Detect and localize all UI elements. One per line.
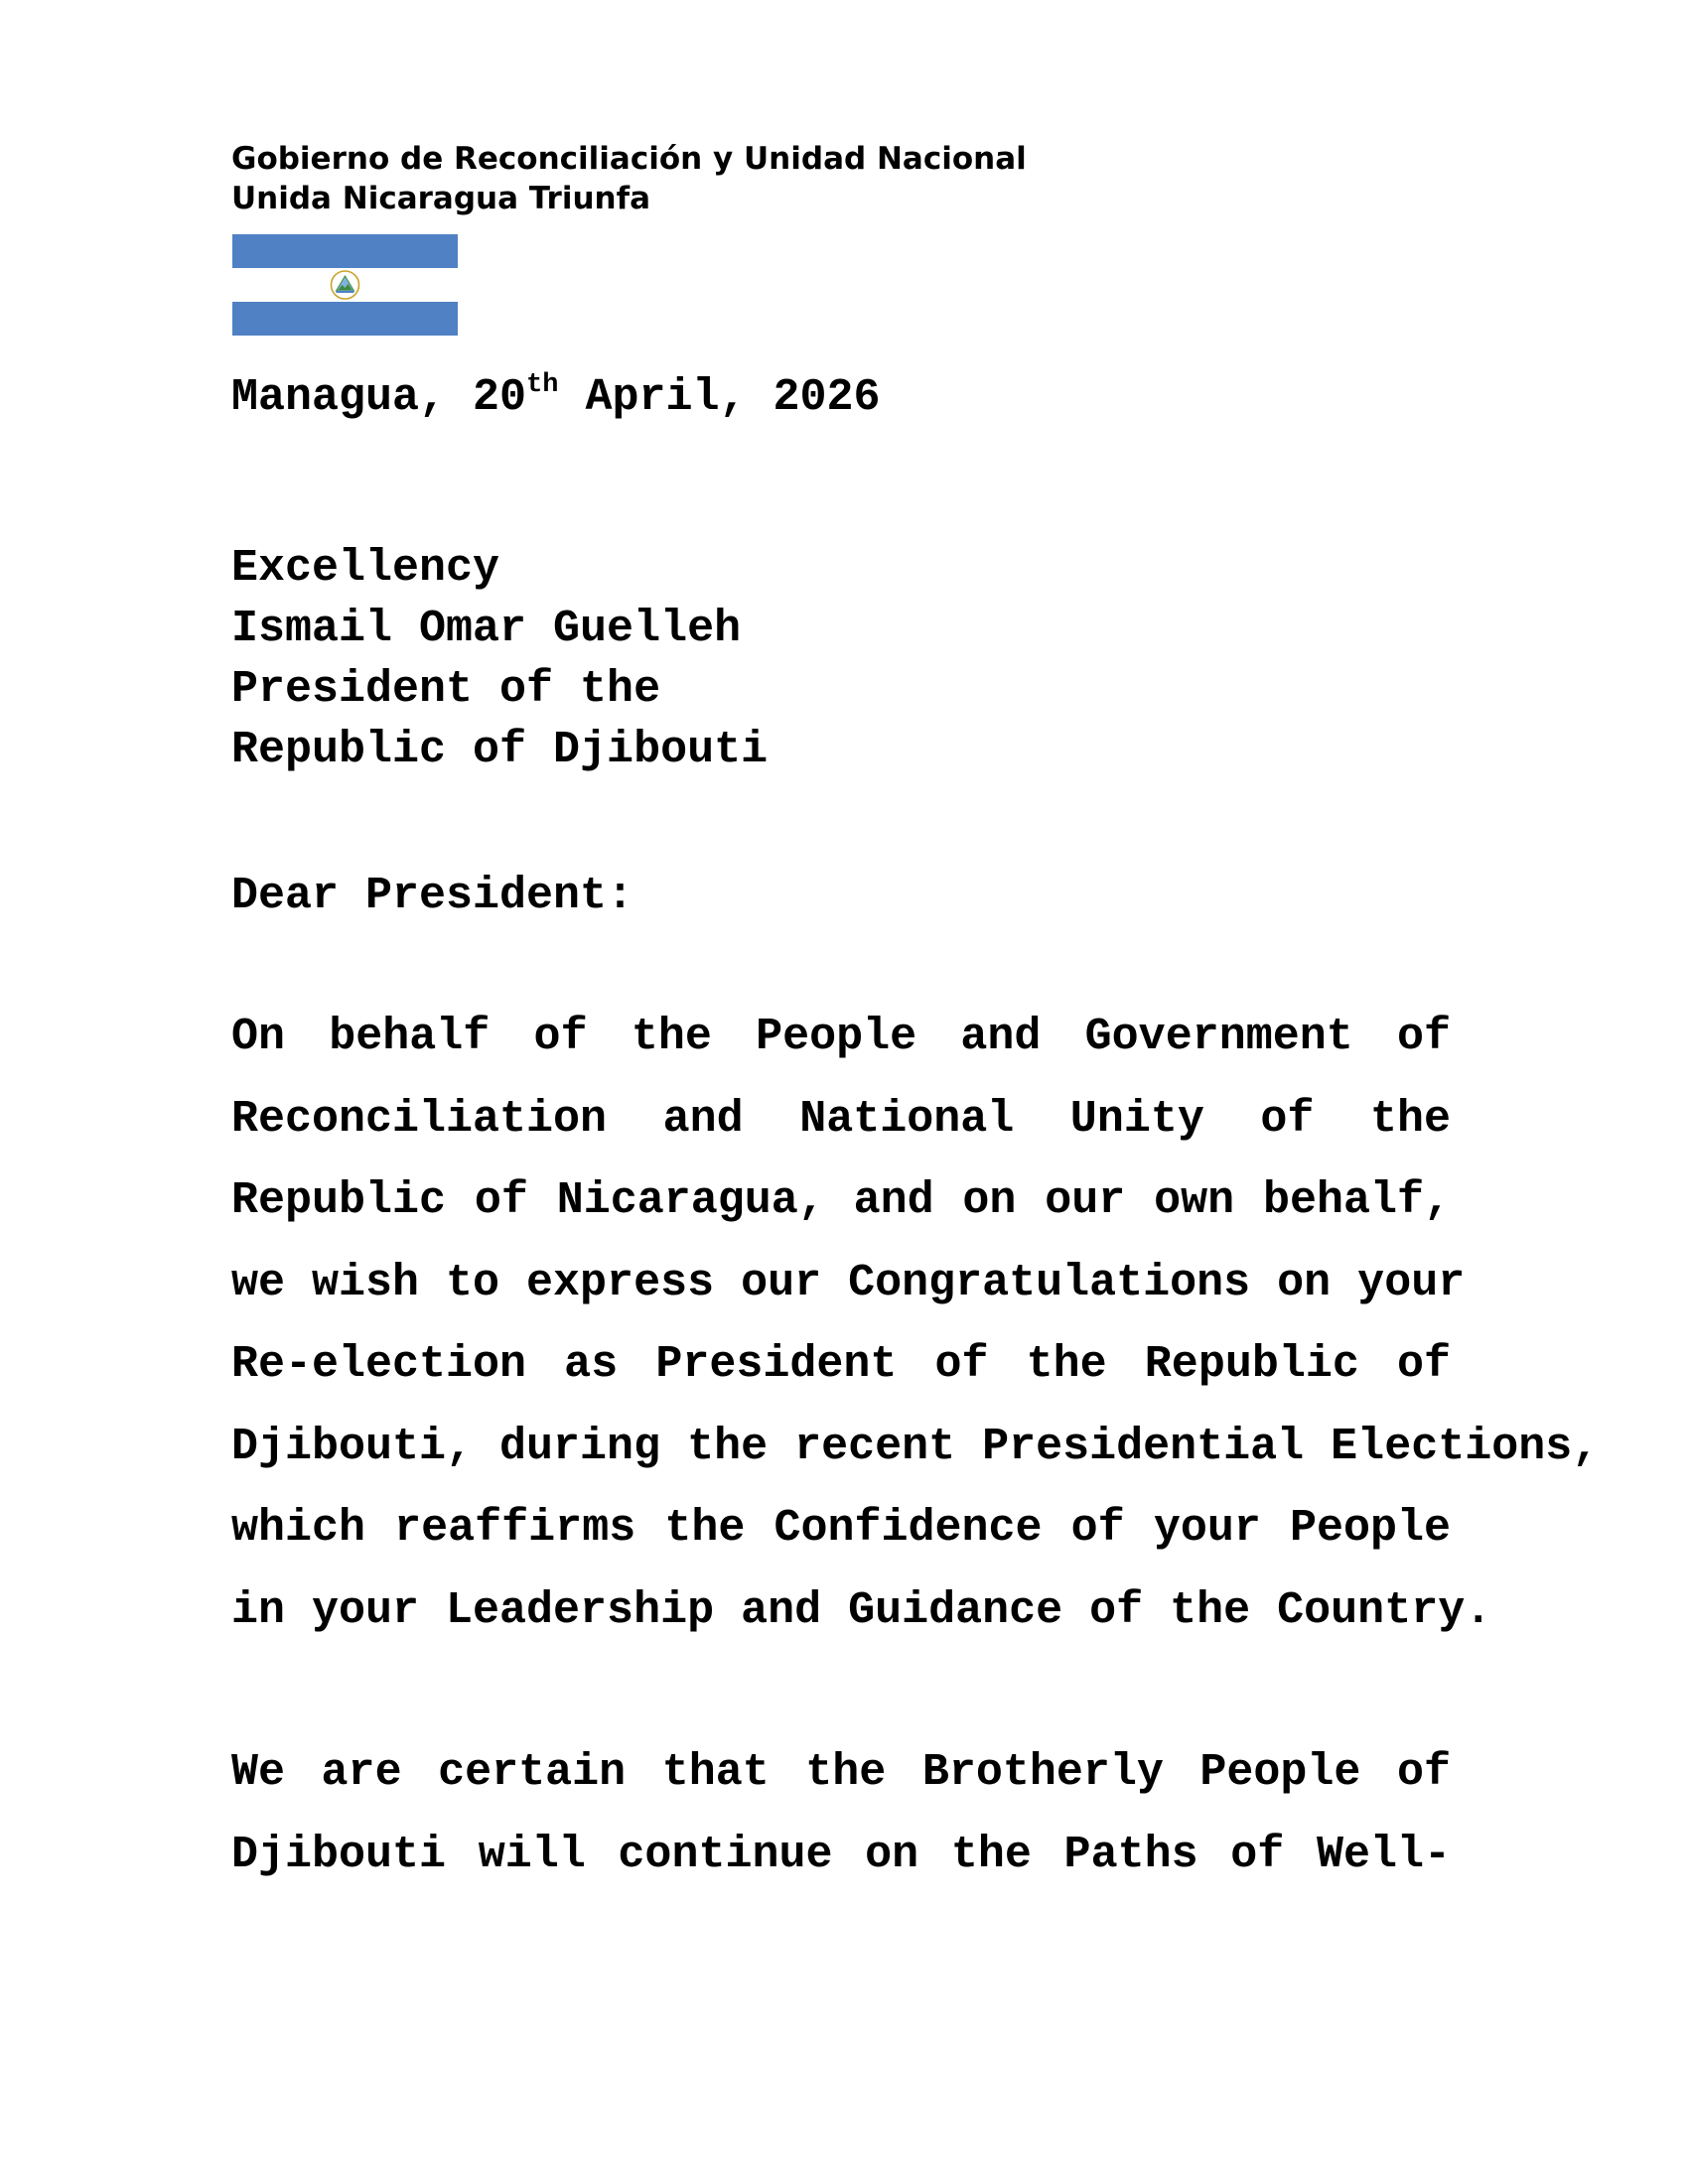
date-rest: April, 2026 <box>558 372 881 423</box>
flag-top-stripe <box>232 234 458 268</box>
addressee-line: Ismail Omar Guelleh <box>231 604 742 654</box>
paragraph-line: in your Leadership and Guidance of the Country. <box>231 1584 1492 1636</box>
paragraph-line: which reaffirms the Confidence of your People <box>231 1503 1451 1554</box>
addressee-line: Excellency <box>231 543 500 594</box>
addressee-block <box>231 538 768 780</box>
paragraph-line: We are certain that the Brotherly People of <box>231 1747 1451 1798</box>
paragraph-line: Reconciliation and National Unity of the <box>231 1093 1451 1145</box>
nicaragua-flag-icon <box>232 234 458 336</box>
date-prefix: Managua, 20 <box>231 372 527 423</box>
paragraph-line: Djibouti, during the recent Presidential Elections, <box>231 1421 1600 1472</box>
letterhead-slogan: Unida Nicaragua Triunfa <box>231 181 651 216</box>
letterhead <box>231 139 1027 218</box>
date-ordinal-suffix: th <box>526 370 559 400</box>
paragraph-line: Republic of Nicaragua, and on our own behalf, <box>231 1175 1451 1226</box>
body-paragraph-2 <box>231 1732 1451 1896</box>
addressee-line: President of the <box>231 664 661 715</box>
addressee-line: Republic of Djibouti <box>231 725 769 775</box>
paragraph-line: Re-election as President of the Republic of <box>231 1339 1451 1390</box>
paragraph-line: On behalf of the People and Government of <box>231 1012 1451 1062</box>
body-paragraph-1 <box>231 997 1600 1652</box>
flag-bottom-stripe <box>232 302 458 336</box>
salutation: Dear President: <box>231 871 634 921</box>
letterhead-government-name: Gobierno de Reconciliación y Unidad Nacional <box>231 141 1027 177</box>
paragraph-line: we wish to express our Congratulations on your <box>231 1257 1466 1308</box>
paragraph-line: Djibouti will continue on the Paths of Well- <box>231 1829 1451 1880</box>
letter-date <box>231 368 881 433</box>
